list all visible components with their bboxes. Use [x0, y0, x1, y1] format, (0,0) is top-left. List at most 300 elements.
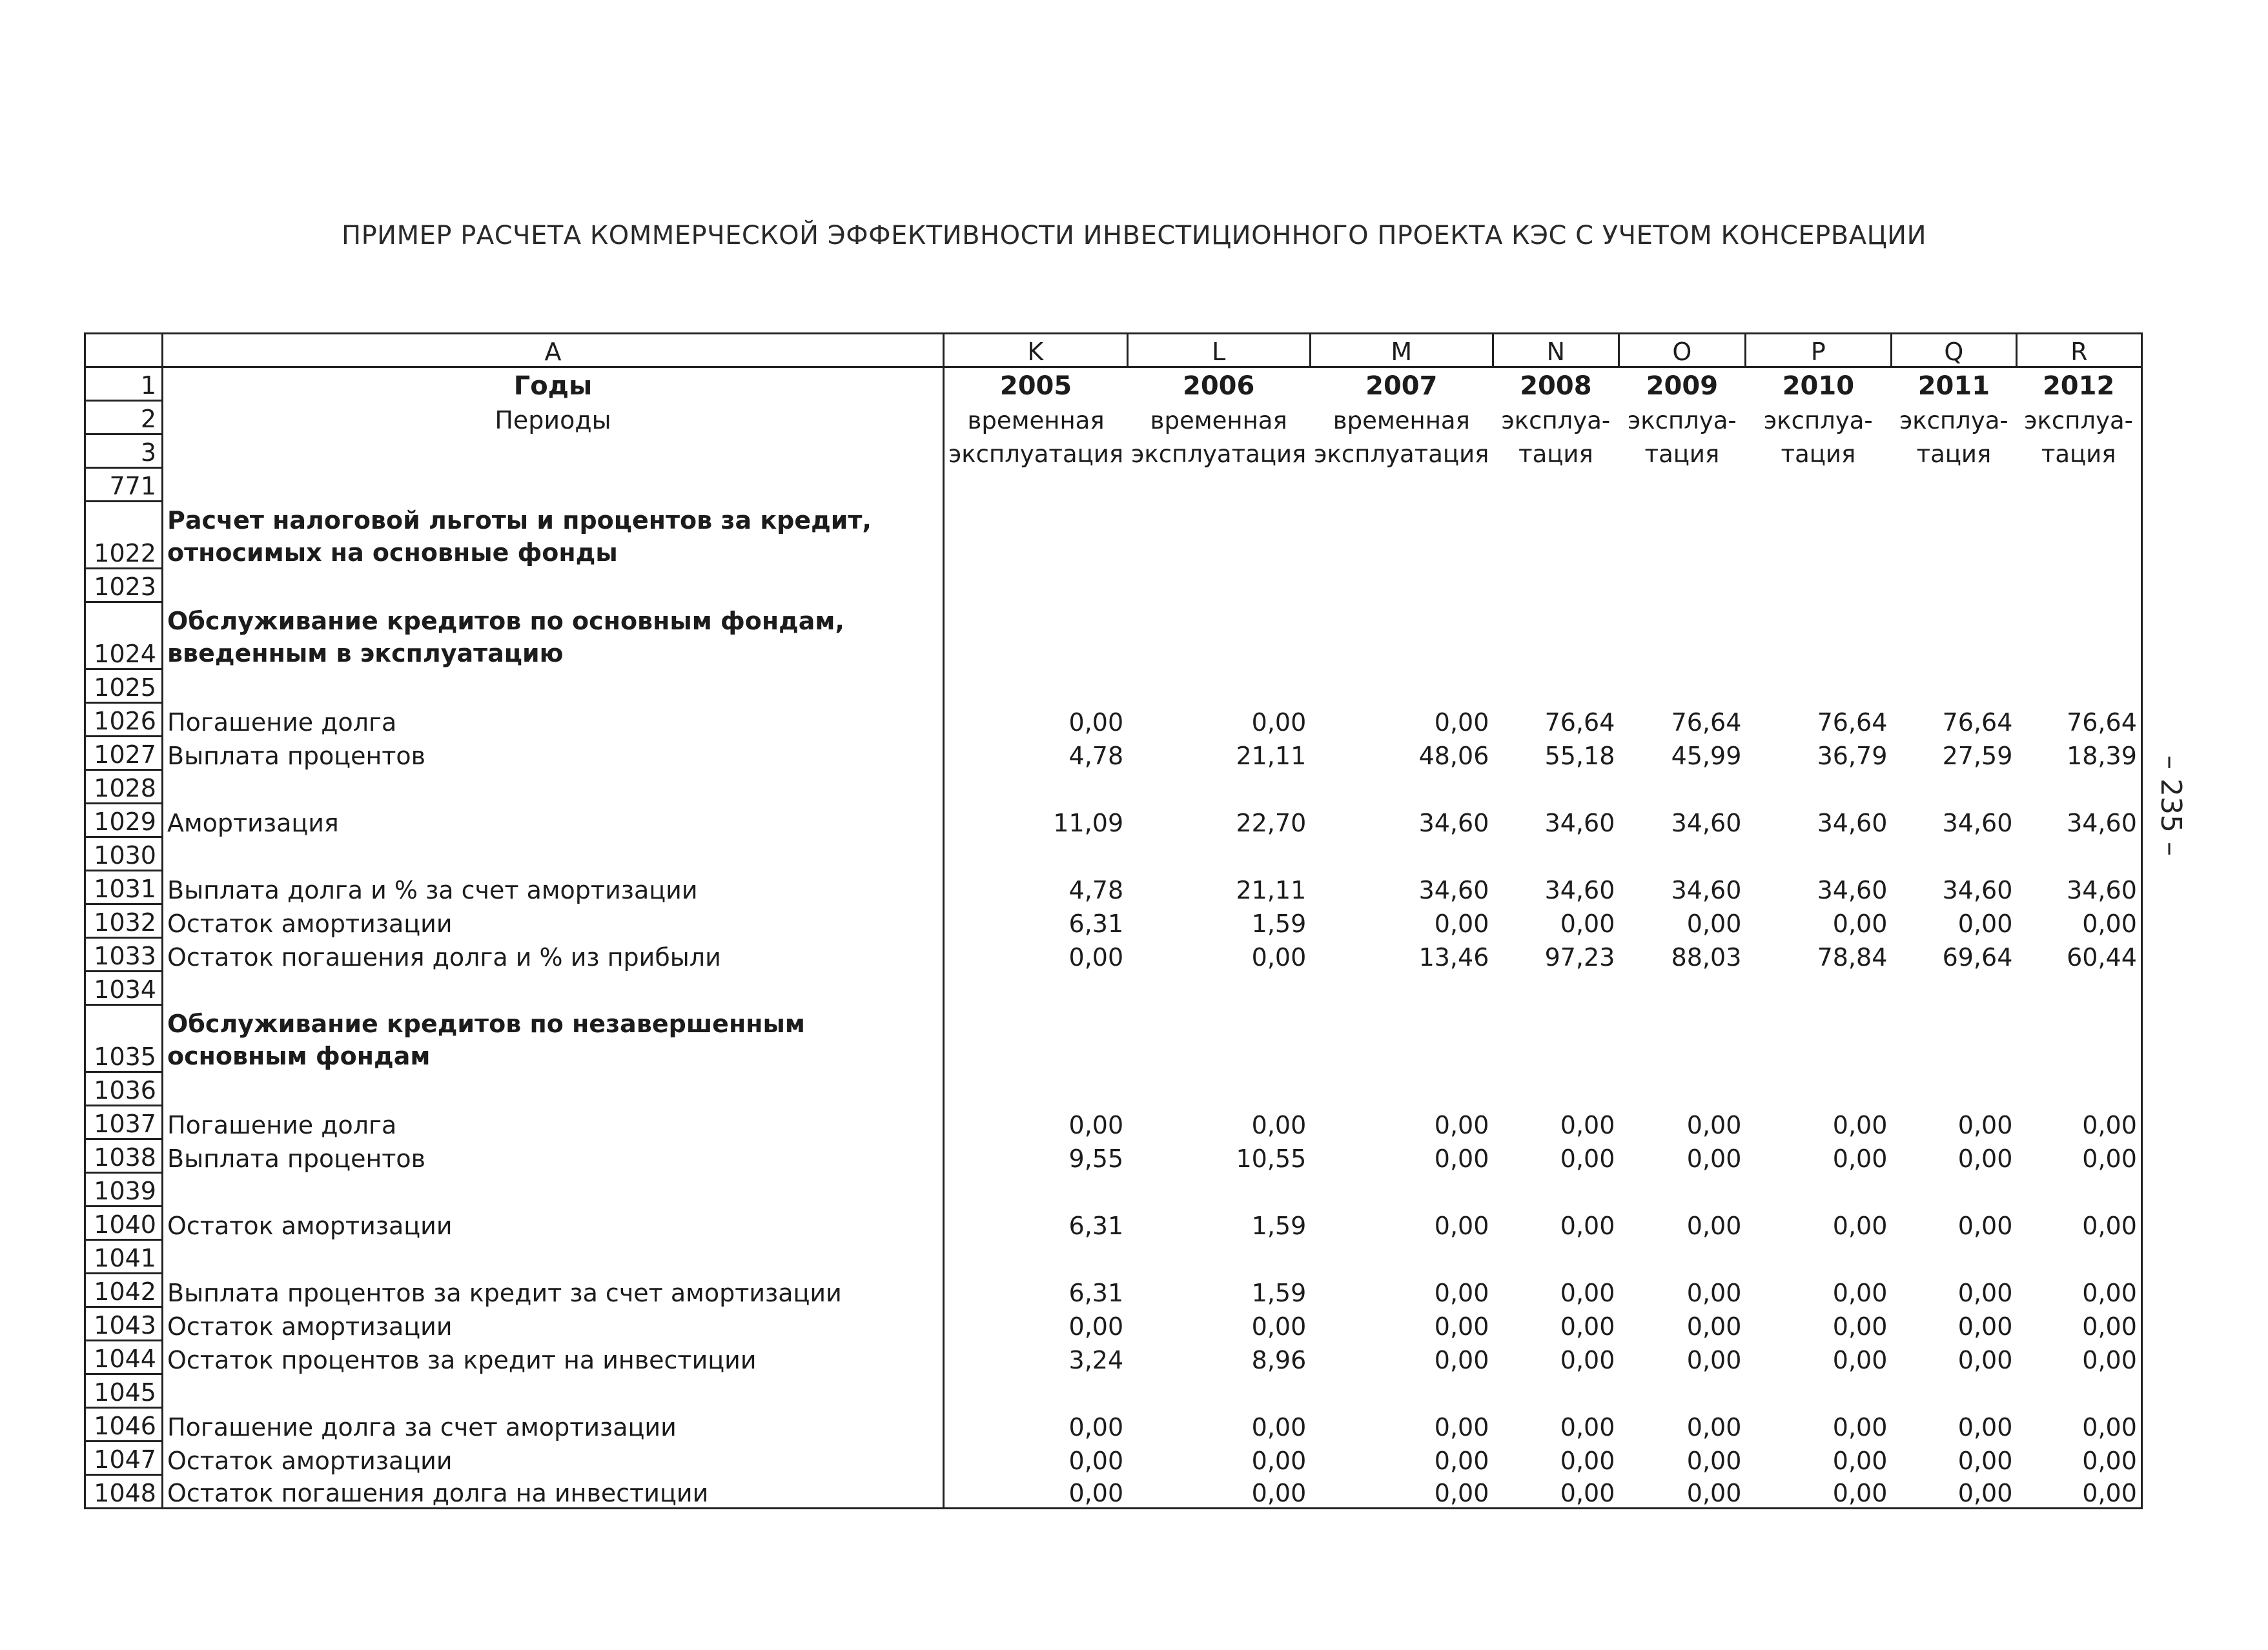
periods-row — [85, 401, 2142, 434]
value-cell: 0,00 — [1068, 1446, 1124, 1475]
value-cell — [1310, 602, 1493, 669]
period-cell: тация — [1518, 440, 1593, 468]
table-row — [85, 1173, 2142, 1207]
value-cell: 0,00 — [2016, 1341, 2141, 1374]
value-cell — [1619, 602, 1745, 669]
value-cell: 0,00 — [1686, 1345, 1742, 1374]
column-header-row — [85, 334, 2142, 367]
year-cell: 2008 — [1520, 371, 1592, 401]
table-row — [85, 1274, 2142, 1307]
empty-cell — [944, 468, 1128, 502]
row-label: Выплата процентов — [163, 1139, 944, 1173]
value-cell — [1127, 569, 1310, 602]
value-cell: 0,00 — [1560, 1144, 1615, 1173]
value-cell: 18,39 — [2016, 737, 2141, 770]
value-cell — [944, 602, 1128, 669]
value-cell: 0,00 — [1434, 1412, 1489, 1441]
table-row — [85, 904, 2142, 938]
value-cell: 0,00 — [1434, 708, 1489, 737]
value-cell — [1493, 837, 1619, 871]
row-number: 1027 — [85, 737, 163, 770]
value-cell — [1891, 1173, 2016, 1207]
value-cell: 76,64 — [1817, 708, 1888, 737]
value-cell — [1745, 1374, 1891, 1408]
period-cell: эксплуатация — [948, 440, 1124, 468]
value-cell: 1,59 — [1251, 1278, 1307, 1307]
table-row — [85, 1307, 2142, 1341]
value-cell — [1891, 602, 2016, 669]
table-row — [85, 1475, 2142, 1509]
empty-cell — [1745, 468, 1891, 502]
row-label: Погашение долга — [163, 703, 944, 737]
value-cell: 0,00 — [1434, 1278, 1489, 1307]
value-cell: 10,55 — [1236, 1144, 1307, 1173]
period-cell: тация — [2016, 434, 2141, 468]
value-cell: 0,00 — [1957, 909, 2013, 938]
value-cell: 0,00 — [1832, 1412, 1888, 1441]
value-cell: 55,18 — [1544, 741, 1615, 770]
value-cell — [1127, 1072, 1310, 1106]
value-cell — [944, 569, 1128, 602]
table-row — [85, 669, 2142, 703]
row-number: 1044 — [85, 1341, 163, 1374]
value-cell: 76,64 — [1671, 708, 1742, 737]
value-cell — [1619, 669, 1745, 703]
table-row — [85, 569, 2142, 602]
value-cell: 0,00 — [1957, 1110, 2013, 1139]
value-cell — [2016, 770, 2141, 804]
value-cell: 0,00 — [1832, 1110, 1888, 1139]
value-cell — [1619, 1173, 1745, 1207]
column-header-o: O — [1619, 334, 1745, 367]
value-cell: 0,00 — [1619, 1475, 1745, 1509]
period-cell: эксплуатация — [1314, 440, 1489, 468]
value-cell — [1619, 502, 1745, 569]
value-cell: 76,64 — [1942, 708, 2013, 737]
value-cell — [2016, 1240, 2141, 1274]
value-cell — [1127, 1005, 1310, 1072]
value-cell: 0,00 — [1560, 1312, 1615, 1341]
value-cell: 34,60 — [1418, 808, 1489, 837]
value-cell: 0,00 — [2016, 1475, 2141, 1509]
years-label: Годы — [163, 367, 944, 401]
row-label — [163, 1173, 944, 1207]
row-label: Амортизация — [163, 804, 944, 837]
row-label: Остаток амортизации — [163, 904, 944, 938]
value-cell — [1745, 972, 1891, 1005]
value-cell: 13,46 — [1418, 942, 1489, 972]
value-cell — [1619, 569, 1745, 602]
value-cell: 60,44 — [2016, 938, 2141, 972]
table-row — [85, 871, 2142, 904]
value-cell: 9,55 — [1068, 1144, 1124, 1173]
value-cell — [1310, 1173, 1493, 1207]
value-cell: 0,00 — [1434, 1110, 1489, 1139]
table-row — [85, 737, 2142, 770]
value-cell: 0,00 — [1957, 1211, 2013, 1240]
value-cell — [1127, 770, 1310, 804]
value-cell — [1891, 1005, 2016, 1072]
value-cell — [1745, 770, 1891, 804]
table-row — [85, 1106, 2142, 1139]
column-header-a: A — [163, 334, 944, 367]
row-label: Остаток амортизации — [163, 1307, 944, 1341]
value-cell — [1619, 770, 1745, 804]
row-label — [163, 972, 944, 1005]
row-number: 1039 — [85, 1173, 163, 1207]
row-number: 1029 — [85, 804, 163, 837]
row-number: 1038 — [85, 1139, 163, 1173]
value-cell: 0,00 — [1957, 1144, 2013, 1173]
value-cell — [1891, 1374, 2016, 1408]
value-cell — [2016, 1173, 2141, 1207]
value-cell — [1891, 1072, 2016, 1106]
value-cell — [1310, 1374, 1493, 1408]
table-row — [85, 1240, 2142, 1274]
period-cell: эксплуа- — [1501, 406, 1611, 434]
value-cell — [1127, 502, 1310, 569]
value-cell: 78,84 — [1817, 942, 1888, 972]
row-label: Погашение долга за счет амортизации — [163, 1408, 944, 1441]
row-number: 1023 — [85, 569, 163, 602]
year-cell: 2009 — [1646, 371, 1719, 401]
value-cell — [1619, 1005, 1745, 1072]
value-cell — [1310, 1005, 1493, 1072]
value-cell: 0,00 — [1560, 1446, 1615, 1475]
row-number: 1045 — [85, 1374, 163, 1408]
value-cell — [1493, 770, 1619, 804]
value-cell: 0,00 — [1832, 1312, 1888, 1341]
row-number: 1028 — [85, 770, 163, 804]
value-cell — [1310, 972, 1493, 1005]
value-cell — [1127, 1173, 1310, 1207]
value-cell — [1745, 837, 1891, 871]
value-cell: 0,00 — [1560, 1211, 1615, 1240]
value-cell: 0,00 — [1832, 909, 1888, 938]
value-cell: 0,00 — [2016, 904, 2141, 938]
period-cell: эксплуа- — [1763, 406, 1873, 434]
value-cell: 45,99 — [1671, 741, 1742, 770]
corner-cell — [85, 334, 163, 367]
value-cell: 21,11 — [1236, 875, 1307, 904]
value-cell: 0,00 — [1686, 1446, 1742, 1475]
value-cell: 0,00 — [1434, 909, 1489, 938]
value-cell — [1745, 1173, 1891, 1207]
value-cell — [944, 1072, 1128, 1106]
value-cell: 8,96 — [1251, 1345, 1307, 1374]
value-cell: 0,00 — [1251, 1446, 1307, 1475]
value-cell: 34,60 — [2016, 871, 2141, 904]
value-cell — [944, 1005, 1128, 1072]
value-cell — [944, 669, 1128, 703]
value-cell — [1493, 1005, 1619, 1072]
value-cell: 6,31 — [1068, 1278, 1124, 1307]
value-cell: 0,00 — [1686, 909, 1742, 938]
table-row — [85, 837, 2142, 871]
value-cell: 88,03 — [1671, 942, 1742, 972]
empty-cell — [2016, 468, 2141, 502]
value-cell: 0,00 — [2016, 1307, 2141, 1341]
value-cell — [944, 1374, 1128, 1408]
value-cell: 0,00 — [2016, 1106, 2141, 1139]
value-cell: 0,00 — [1832, 1144, 1888, 1173]
value-cell — [1127, 1240, 1310, 1274]
value-cell — [944, 972, 1128, 1005]
value-cell: 0,00 — [1832, 1345, 1888, 1374]
value-cell — [1891, 972, 2016, 1005]
period-cell: эксплуа- — [2016, 401, 2141, 434]
row-label: Остаток амортизации — [163, 1441, 944, 1475]
period-cell: временная — [967, 406, 1105, 434]
value-cell: 0,00 — [1251, 942, 1307, 972]
period-cell: эксплуатация — [1131, 440, 1307, 468]
value-cell — [2016, 972, 2141, 1005]
value-cell: 0,00 — [1068, 942, 1124, 972]
value-cell — [1493, 1173, 1619, 1207]
value-cell — [2016, 837, 2141, 871]
value-cell — [2016, 502, 2141, 569]
period-cell: эксплуа- — [1899, 406, 2008, 434]
column-header-k: K — [944, 334, 1128, 367]
row-label: Выплата процентов за кредит за счет амортизации — [163, 1274, 944, 1307]
value-cell: 0,00 — [1957, 1312, 2013, 1341]
value-cell: 0,00 — [1068, 1312, 1124, 1341]
value-cell — [1891, 770, 2016, 804]
period-cell: тация — [1916, 440, 1992, 468]
value-cell: 0,00 — [1832, 1278, 1888, 1307]
value-cell — [1127, 837, 1310, 871]
value-cell: 4,78 — [1068, 741, 1124, 770]
value-cell — [1310, 502, 1493, 569]
value-cell: 76,64 — [2016, 703, 2141, 737]
value-cell — [1310, 770, 1493, 804]
row-number: 1035 — [85, 1005, 163, 1072]
value-cell — [1127, 1374, 1310, 1408]
value-cell: 6,31 — [1068, 909, 1124, 938]
page-number: – 235 – — [2154, 755, 2187, 856]
year-cell: 2005 — [999, 371, 1072, 401]
section-heading: Обслуживание кредитов по основным фондам, введенным в эксплуатацию — [163, 602, 944, 669]
table-row — [85, 804, 2142, 837]
value-cell — [1127, 669, 1310, 703]
value-cell — [944, 1173, 1128, 1207]
value-cell: 0,00 — [1560, 1345, 1615, 1374]
section-heading: Расчет налоговой льготы и процентов за кредит, относимых на основные фонды — [163, 502, 944, 569]
value-cell — [1619, 837, 1745, 871]
value-cell — [2016, 1072, 2141, 1106]
value-cell: 0,00 — [1686, 1144, 1742, 1173]
value-cell: 0,00 — [1560, 1110, 1615, 1139]
empty-cell — [1310, 468, 1493, 502]
spreadsheet-table — [84, 332, 2143, 1509]
row-label — [163, 1240, 944, 1274]
table-row — [85, 1341, 2142, 1374]
value-cell — [1619, 1374, 1745, 1408]
period-cell: эксплуа- — [1627, 406, 1737, 434]
year-cell: 2007 — [1365, 371, 1438, 401]
value-cell: 48,06 — [1418, 741, 1489, 770]
column-header-m: M — [1310, 334, 1493, 367]
row-number: 1048 — [85, 1475, 163, 1509]
value-cell — [1891, 502, 2016, 569]
periods-row-2 — [85, 434, 2142, 468]
table-body — [85, 334, 2142, 1509]
row-number: 771 — [85, 468, 163, 502]
value-cell: 36,79 — [1817, 741, 1888, 770]
value-cell — [1493, 602, 1619, 669]
value-cell: 0,00 — [2016, 1139, 2141, 1173]
row-label: Остаток погашения долга на инвестиции — [163, 1475, 944, 1509]
value-cell — [1745, 602, 1891, 669]
value-cell — [1891, 837, 2016, 871]
value-cell — [1493, 1240, 1619, 1274]
value-cell — [1493, 569, 1619, 602]
value-cell: 0,00 — [1434, 1345, 1489, 1374]
row-label: Выплата процентов — [163, 737, 944, 770]
value-cell: 0,00 — [1957, 1446, 2013, 1475]
value-cell — [1310, 569, 1493, 602]
value-cell: 0,00 — [1251, 1110, 1307, 1139]
value-cell: 6,31 — [1068, 1211, 1124, 1240]
value-cell: 0,00 — [1068, 1110, 1124, 1139]
table-row — [85, 1139, 2142, 1173]
year-cell: 2006 — [1183, 371, 1255, 401]
row-number: 1034 — [85, 972, 163, 1005]
value-cell: 0,00 — [1686, 1211, 1742, 1240]
value-cell — [1310, 1072, 1493, 1106]
value-cell — [1891, 669, 2016, 703]
value-cell: 0,00 — [944, 1475, 1128, 1509]
value-cell: 3,24 — [1068, 1345, 1124, 1374]
year-cell: 2011 — [1917, 371, 1990, 401]
value-cell — [1891, 569, 2016, 602]
row-label: Выплата долга и % за счет амортизации — [163, 871, 944, 904]
value-cell: 34,60 — [1671, 808, 1742, 837]
row-number: 1031 — [85, 871, 163, 904]
value-cell: 0,00 — [1686, 1278, 1742, 1307]
row-label — [163, 1374, 944, 1408]
row-number: 1036 — [85, 1072, 163, 1106]
row-number: 1042 — [85, 1274, 163, 1307]
value-cell — [1619, 1072, 1745, 1106]
value-cell: 97,23 — [1544, 942, 1615, 972]
row-771 — [85, 468, 2142, 502]
table-row — [85, 1374, 2142, 1408]
period-cell: временная — [1150, 406, 1287, 434]
value-cell: 0,00 — [2016, 1207, 2141, 1240]
row-number: 1047 — [85, 1441, 163, 1475]
value-cell: 34,60 — [1544, 875, 1615, 904]
value-cell: 0,00 — [1560, 1412, 1615, 1441]
row-number: 1 — [85, 367, 163, 401]
value-cell: 27,59 — [1942, 741, 2013, 770]
row-label — [163, 770, 944, 804]
row-number: 1043 — [85, 1307, 163, 1341]
value-cell — [1619, 1240, 1745, 1274]
value-cell — [1493, 1374, 1619, 1408]
row-number: 1024 — [85, 602, 163, 669]
empty-label — [163, 434, 944, 468]
value-cell — [1493, 972, 1619, 1005]
row-number: 1032 — [85, 904, 163, 938]
row-number: 2 — [85, 401, 163, 434]
value-cell: 0,00 — [1068, 708, 1124, 737]
table-row — [85, 1408, 2142, 1441]
table-row — [85, 703, 2142, 737]
value-cell: 34,60 — [1942, 875, 2013, 904]
value-cell: 0,00 — [1686, 1412, 1742, 1441]
value-cell: 4,78 — [1068, 875, 1124, 904]
table-row — [85, 1005, 2142, 1072]
years-row — [85, 367, 2142, 401]
row-number: 3 — [85, 434, 163, 468]
value-cell — [1619, 972, 1745, 1005]
table-row — [85, 972, 2142, 1005]
column-header-q: Q — [1891, 334, 2016, 367]
value-cell: 0,00 — [2016, 1441, 2141, 1475]
value-cell — [1310, 837, 1493, 871]
table-row — [85, 1207, 2142, 1240]
value-cell: 0,00 — [1832, 1446, 1888, 1475]
section-heading: Обслуживание кредитов по незавершенным основным фондам — [163, 1005, 944, 1072]
value-cell — [1745, 502, 1891, 569]
row-label — [163, 669, 944, 703]
value-cell: 0,00 — [1832, 1211, 1888, 1240]
value-cell: 0,00 — [1891, 1475, 2016, 1509]
value-cell: 34,60 — [1544, 808, 1615, 837]
value-cell — [2016, 1374, 2141, 1408]
value-cell — [1127, 972, 1310, 1005]
value-cell — [1493, 669, 1619, 703]
row-number: 1037 — [85, 1106, 163, 1139]
row-label: Погашение долга — [163, 1106, 944, 1139]
row-number: 1046 — [85, 1408, 163, 1441]
value-cell: 0,00 — [1745, 1475, 1891, 1509]
value-cell — [1745, 1240, 1891, 1274]
value-cell: 34,60 — [1418, 875, 1489, 904]
value-cell: 0,00 — [2016, 1408, 2141, 1441]
row-number: 1026 — [85, 703, 163, 737]
value-cell: 0,00 — [2016, 1274, 2141, 1307]
column-header-n: N — [1493, 334, 1619, 367]
empty-cell — [1619, 468, 1745, 502]
row-number: 1025 — [85, 669, 163, 703]
row-label: Остаток амортизации — [163, 1207, 944, 1240]
value-cell — [1310, 1240, 1493, 1274]
value-cell: 0,00 — [1434, 1144, 1489, 1173]
value-cell: 0,00 — [1957, 1345, 2013, 1374]
value-cell — [1745, 1005, 1891, 1072]
value-cell: 0,00 — [1127, 1475, 1310, 1509]
table-row — [85, 1072, 2142, 1106]
value-cell: 0,00 — [1957, 1412, 2013, 1441]
value-cell: 0,00 — [1251, 708, 1307, 737]
row-number: 1030 — [85, 837, 163, 871]
value-cell — [1745, 1072, 1891, 1106]
value-cell — [944, 770, 1128, 804]
value-cell: 0,00 — [1560, 909, 1615, 938]
row-number: 1040 — [85, 1207, 163, 1240]
value-cell: 22,70 — [1236, 808, 1307, 837]
column-header-p: P — [1745, 334, 1891, 367]
value-cell: 1,59 — [1251, 909, 1307, 938]
table-row — [85, 502, 2142, 569]
row-number: 1041 — [85, 1240, 163, 1274]
value-cell: 34,60 — [1942, 808, 2013, 837]
value-cell: 0,00 — [1068, 1412, 1124, 1441]
value-cell — [1310, 669, 1493, 703]
value-cell — [2016, 569, 2141, 602]
